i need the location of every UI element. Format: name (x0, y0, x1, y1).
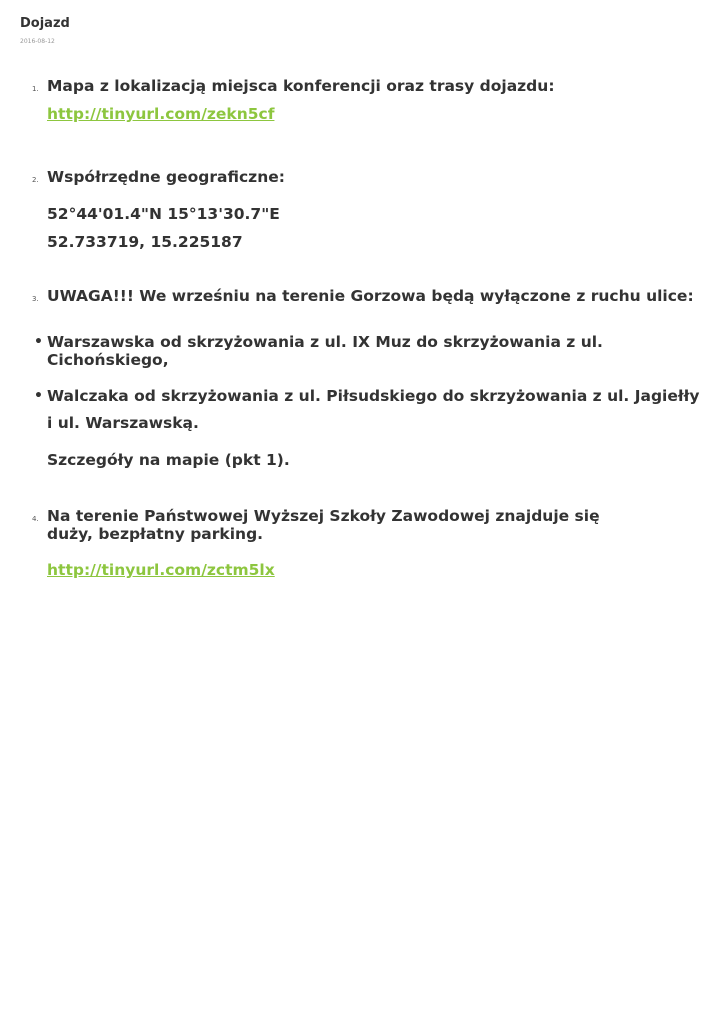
coordinates-decimal: 52.733719, 15.225187 (47, 233, 243, 251)
page-title: Dojazd (20, 16, 70, 31)
parking-link[interactable]: http://tinyurl.com/zctm5lx (47, 561, 275, 579)
list-item: Walczaka od skrzyżowania z ul. Piłsudskiego do skrzyżowania z ul. Jagiełły (47, 387, 700, 405)
list-item-text: Współrzędne geograficzne: (47, 168, 285, 186)
bullet-icon: • (34, 334, 43, 350)
list-number: 2. (32, 176, 39, 184)
note: Szczegóły na mapie (pkt 1). (47, 451, 290, 469)
list-item-text: Na terenie Państwowej Wyższej Szkoły Zawodowej znajduje się duży, bezpłatny parking. (47, 507, 600, 543)
list-number: 1. (32, 85, 39, 93)
list-number: 4. (32, 515, 39, 523)
list-item: Warszawska od skrzyżowania z ul. IX Muz do skrzyżowania z ul. Cichońskiego, (47, 333, 603, 369)
map-link[interactable]: http://tinyurl.com/zekn5cf (47, 105, 275, 123)
list-number: 3. (32, 295, 39, 303)
list-item-text: Mapa z lokalizacją miejsca konferencji oraz trasy dojazdu: (47, 77, 555, 95)
list-item-text: UWAGA!!! We wrześniu na terenie Gorzowa będą wyłączone z ruchu ulice: (47, 287, 694, 305)
coordinates-dms: 52°44'01.4"N 15°13'30.7"E (47, 205, 280, 223)
list-item-continuation: i ul. Warszawską. (47, 414, 199, 432)
page-date: 2016-08-12 (20, 38, 55, 45)
bullet-icon: • (34, 388, 43, 404)
